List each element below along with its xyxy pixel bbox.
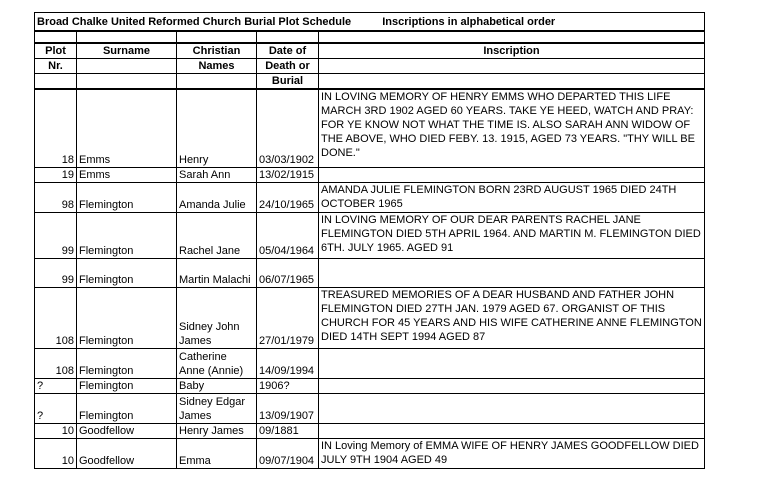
table-row [35, 287, 705, 348]
spacer-cell [77, 31, 177, 43]
date-cell: 09/07/1904 [257, 438, 319, 468]
plot-cell: 19 [35, 167, 77, 182]
inscription-cell [319, 423, 705, 438]
date-cell: 14/09/1994 [257, 348, 319, 378]
surname-cell: Flemington [77, 182, 177, 212]
header-inscription: Inscription [319, 43, 705, 59]
surname-cell: Flemington [77, 287, 177, 348]
surname-cell: Goodfellow [77, 438, 177, 468]
plot-cell: 18 [35, 89, 77, 167]
plot-cell: 10 [35, 438, 77, 468]
table-row [35, 258, 705, 287]
spacer-cell [257, 31, 319, 43]
table-row [35, 348, 705, 378]
christian-cell: Rachel Jane [177, 212, 257, 258]
plot-cell: 99 [35, 212, 77, 258]
inscription-cell: AMANDA JULIE FLEMINGTON BORN 23RD AUGUST 1965 DIED 24TH OCTOBER 1965 [319, 182, 705, 212]
inscription-cell [319, 167, 705, 182]
table-row [35, 438, 705, 468]
table-row [35, 89, 705, 167]
header-empty [319, 74, 705, 90]
sheet-title: Broad Chalke United Reformed Church Burial Plot Schedule [37, 15, 352, 28]
christian-cell: Henry James [177, 423, 257, 438]
date-cell: 06/07/1965 [257, 258, 319, 287]
header-christian: Christian [177, 43, 257, 59]
spacer-cell [177, 31, 257, 43]
surname-cell: Flemington [77, 212, 177, 258]
surname-cell: Emms [77, 89, 177, 167]
table-row [35, 182, 705, 212]
date-cell: 13/09/1907 [257, 393, 319, 423]
inscription-cell [319, 348, 705, 378]
header-christian-names: Names [177, 59, 257, 74]
date-cell: 03/03/1902 [257, 89, 319, 167]
surname-cell: Emms [77, 167, 177, 182]
christian-cell: Catherine Anne (Annie) [177, 348, 257, 378]
date-cell: 13/02/1915 [257, 167, 319, 182]
surname-cell: Flemington [77, 378, 177, 393]
table-row [35, 378, 705, 393]
sheet-subtitle: Inscriptions in alphabetical order [382, 15, 556, 28]
header-row [35, 74, 705, 90]
christian-cell: Emma [177, 438, 257, 468]
christian-cell: Martin Malachi [177, 258, 257, 287]
inscription-cell [319, 378, 705, 393]
christian-cell: Sidney Edgar James [177, 393, 257, 423]
date-cell: 27/01/1979 [257, 287, 319, 348]
surname-cell: Flemington [77, 258, 177, 287]
inscription-cell [319, 393, 705, 423]
date-cell: 24/10/1965 [257, 182, 319, 212]
plot-cell: ? [35, 393, 77, 423]
inscription-cell: TREASURED MEMORIES OF A DEAR HUSBAND AND FATHER JOHN FLEMINGTON DIED 27TH JAN. 1979 AGED 67. ORGANIST OF THIS CHURCH FOR 45 YEARS AND HIS WIFE CATHERINE ANNE FLEMINGTON DIED 14TH SEPT 1994 AGED 87 [319, 287, 705, 348]
header-empty [77, 59, 177, 74]
header-empty [319, 59, 705, 74]
header-plot-nr: Nr. [35, 59, 77, 74]
plot-cell: 108 [35, 287, 77, 348]
table-row [35, 423, 705, 438]
date-cell: 05/04/1964 [257, 212, 319, 258]
christian-cell: Amanda Julie [177, 182, 257, 212]
spacer-cell [35, 31, 77, 43]
plot-cell: 98 [35, 182, 77, 212]
table-row [35, 167, 705, 182]
plot-cell: 10 [35, 423, 77, 438]
header-date-burial: Burial [257, 74, 319, 90]
header-date-death: Death or [257, 59, 319, 74]
header-plot: Plot [35, 43, 77, 59]
header-surname: Surname [77, 43, 177, 59]
spacer-cell [319, 31, 705, 43]
header-row [35, 43, 705, 59]
date-cell: 1906? [257, 378, 319, 393]
surname-cell: Flemington [77, 393, 177, 423]
inscription-cell: IN LOVING MEMORY OF HENRY EMMS WHO DEPARTED THIS LIFE MARCH 3RD 1902 AGED 60 YEARS. TAKE YE HEED, WATCH AND PRAY: FOR YE KNOW NOT WHAT THE TIME IS. ALSO SARAH ANN WIDOW OF THE ABOVE, WHO DIED FEBY. 13. 1915, AGED 73 YEARS. "THY WILL BE DONE." [319, 89, 705, 167]
header-row [35, 59, 705, 74]
christian-cell: Henry [177, 89, 257, 167]
burial-schedule-table [34, 12, 705, 469]
plot-cell: 99 [35, 258, 77, 287]
inscription-cell: IN LOVING MEMORY OF OUR DEAR PARENTS RACHEL JANE FLEMINGTON DIED 5TH APRIL 1964. AND MARTIN M. FLEMINGTON DIED 6TH. JULY 1965. AGED 91 [319, 212, 705, 258]
christian-cell: Sarah Ann [177, 167, 257, 182]
date-cell: 09/1881 [257, 423, 319, 438]
header-empty [177, 74, 257, 90]
surname-cell: Flemington [77, 348, 177, 378]
title-row [35, 13, 705, 32]
christian-cell: Baby [177, 378, 257, 393]
surname-cell: Goodfellow [77, 423, 177, 438]
inscription-cell: IN Loving Memory of EMMA WIFE OF HENRY JAMES GOODFELLOW DIED JULY 9TH 1904 AGED 49 [319, 438, 705, 468]
table-row [35, 393, 705, 423]
title-cell [35, 13, 705, 32]
header-date: Date of [257, 43, 319, 59]
spacer-row [35, 31, 705, 43]
inscription-cell [319, 258, 705, 287]
plot-cell: 108 [35, 348, 77, 378]
plot-cell: ? [35, 378, 77, 393]
table-row [35, 212, 705, 258]
header-empty [35, 74, 77, 90]
christian-cell: Sidney John James [177, 287, 257, 348]
header-empty [77, 74, 177, 90]
